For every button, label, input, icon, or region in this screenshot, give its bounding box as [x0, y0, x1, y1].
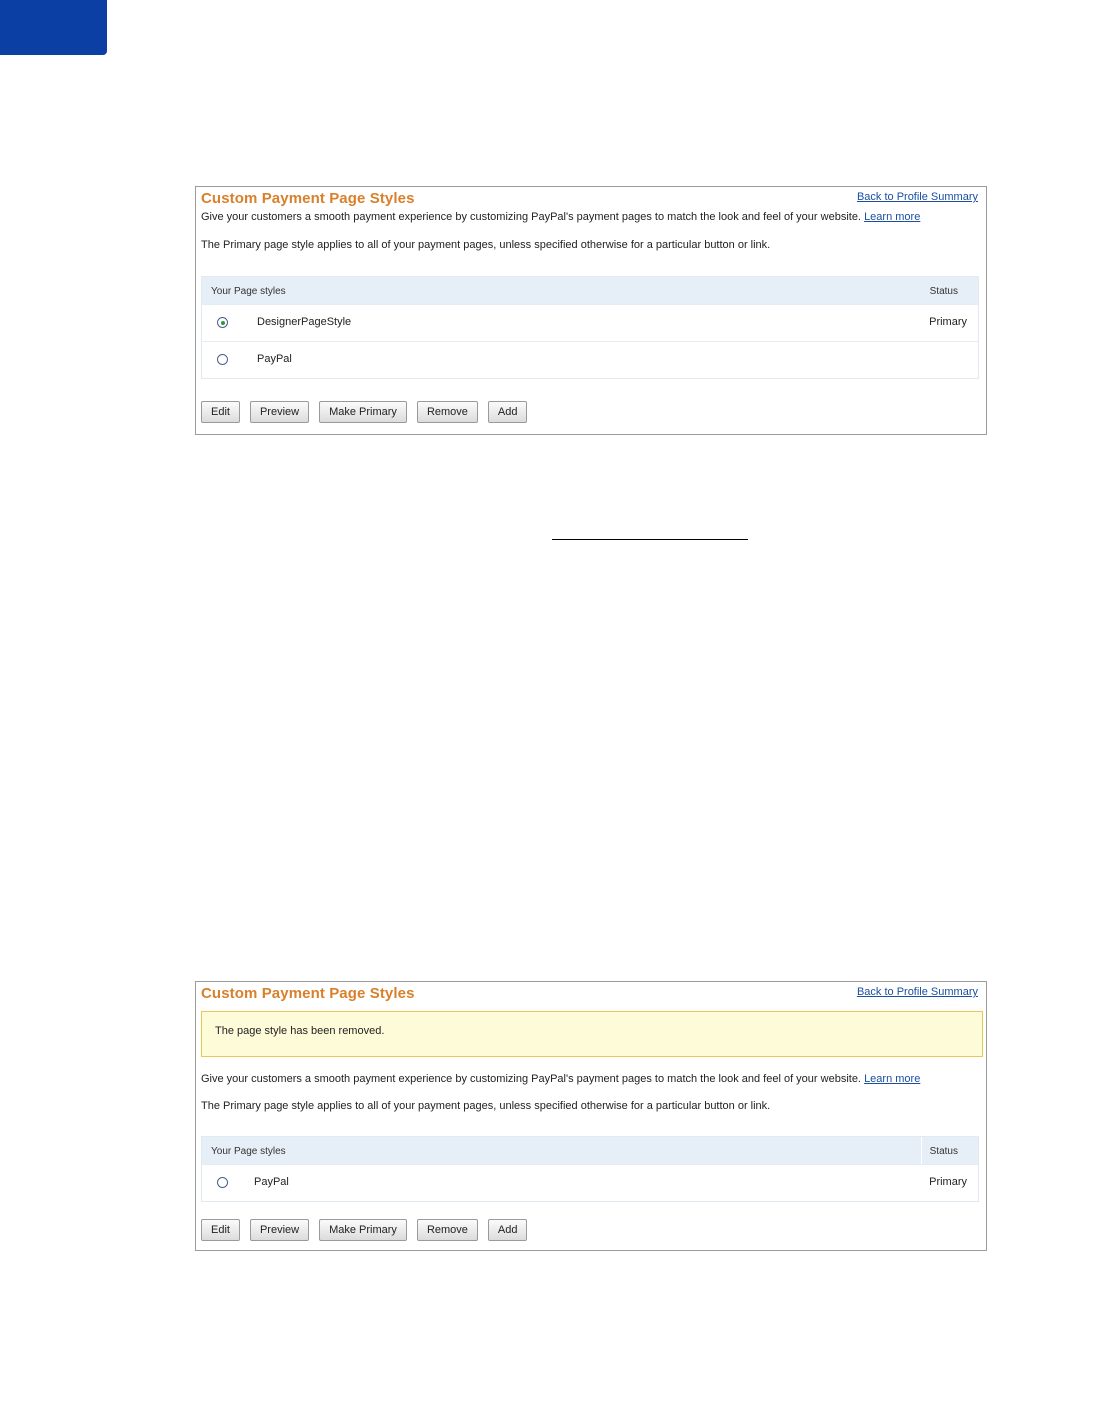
add-button[interactable]: Add	[488, 1219, 528, 1241]
description-sentence: Give your customers a smooth payment experience by customizing PayPal's payment pages to match the look and feel of your website.	[201, 211, 861, 223]
add-button[interactable]: Add	[488, 401, 528, 423]
page-styles-panel-after-remove	[195, 981, 987, 1251]
edit-button[interactable]: Edit	[201, 1219, 240, 1241]
panel-title: Custom Payment Page Styles	[201, 985, 415, 1002]
page-styles-table	[201, 276, 979, 379]
column-divider	[921, 1137, 922, 1164]
back-to-profile-summary-link[interactable]: Back to Profile Summary	[856, 986, 978, 998]
back-to-profile-summary-link[interactable]: Back to Profile Summary	[856, 191, 978, 203]
description-text	[201, 211, 920, 223]
learn-more-link[interactable]: Learn more	[864, 1073, 921, 1085]
page-styles-panel	[195, 186, 987, 435]
column-header-page-styles: Your Page styles	[211, 1146, 286, 1157]
primary-note: The Primary page style applies to all of your payment pages, unless specified otherwise for a particular button or link.	[201, 239, 771, 251]
primary-note: The Primary page style applies to all of your payment pages, unless specified otherwise for a particular button or link.	[201, 1100, 771, 1112]
make-primary-button[interactable]: Make Primary	[319, 1219, 407, 1241]
table-row[interactable]	[202, 304, 978, 341]
radio-button-selected[interactable]	[217, 317, 228, 328]
page-style-status: Primary	[929, 1176, 967, 1188]
panel-title: Custom Payment Page Styles	[201, 190, 415, 207]
table-header	[202, 277, 978, 304]
table-row[interactable]	[202, 341, 978, 378]
page-style-name: DesignerPageStyle	[257, 316, 352, 328]
description-sentence: Give your customers a smooth payment experience by customizing PayPal's payment pages to match the look and feel of your website.	[201, 1073, 861, 1085]
page-style-status: Primary	[929, 316, 967, 328]
column-header-page-styles: Your Page styles	[211, 286, 286, 297]
action-buttons	[201, 1219, 527, 1241]
preview-button[interactable]: Preview	[250, 1219, 309, 1241]
make-primary-button[interactable]: Make Primary	[319, 401, 407, 423]
page-style-name: PayPal	[254, 1176, 289, 1188]
description-text	[201, 1073, 920, 1085]
divider-line	[552, 539, 748, 540]
action-buttons	[201, 401, 527, 423]
learn-more-link[interactable]: Learn more	[864, 211, 921, 223]
radio-button[interactable]	[217, 354, 228, 365]
radio-button[interactable]	[217, 1177, 228, 1188]
edit-button[interactable]: Edit	[201, 401, 240, 423]
table-header	[202, 1137, 978, 1164]
removed-notice	[201, 1011, 983, 1057]
preview-button[interactable]: Preview	[250, 401, 309, 423]
header-tab-block	[0, 0, 107, 55]
page-style-name: PayPal	[257, 353, 292, 365]
remove-button[interactable]: Remove	[417, 401, 478, 423]
notice-text: The page style has been removed.	[215, 1025, 385, 1037]
column-header-status: Status	[929, 1146, 958, 1157]
page-styles-table	[201, 1136, 979, 1202]
column-header-status: Status	[929, 286, 958, 297]
table-row[interactable]	[202, 1164, 978, 1201]
remove-button[interactable]: Remove	[417, 1219, 478, 1241]
